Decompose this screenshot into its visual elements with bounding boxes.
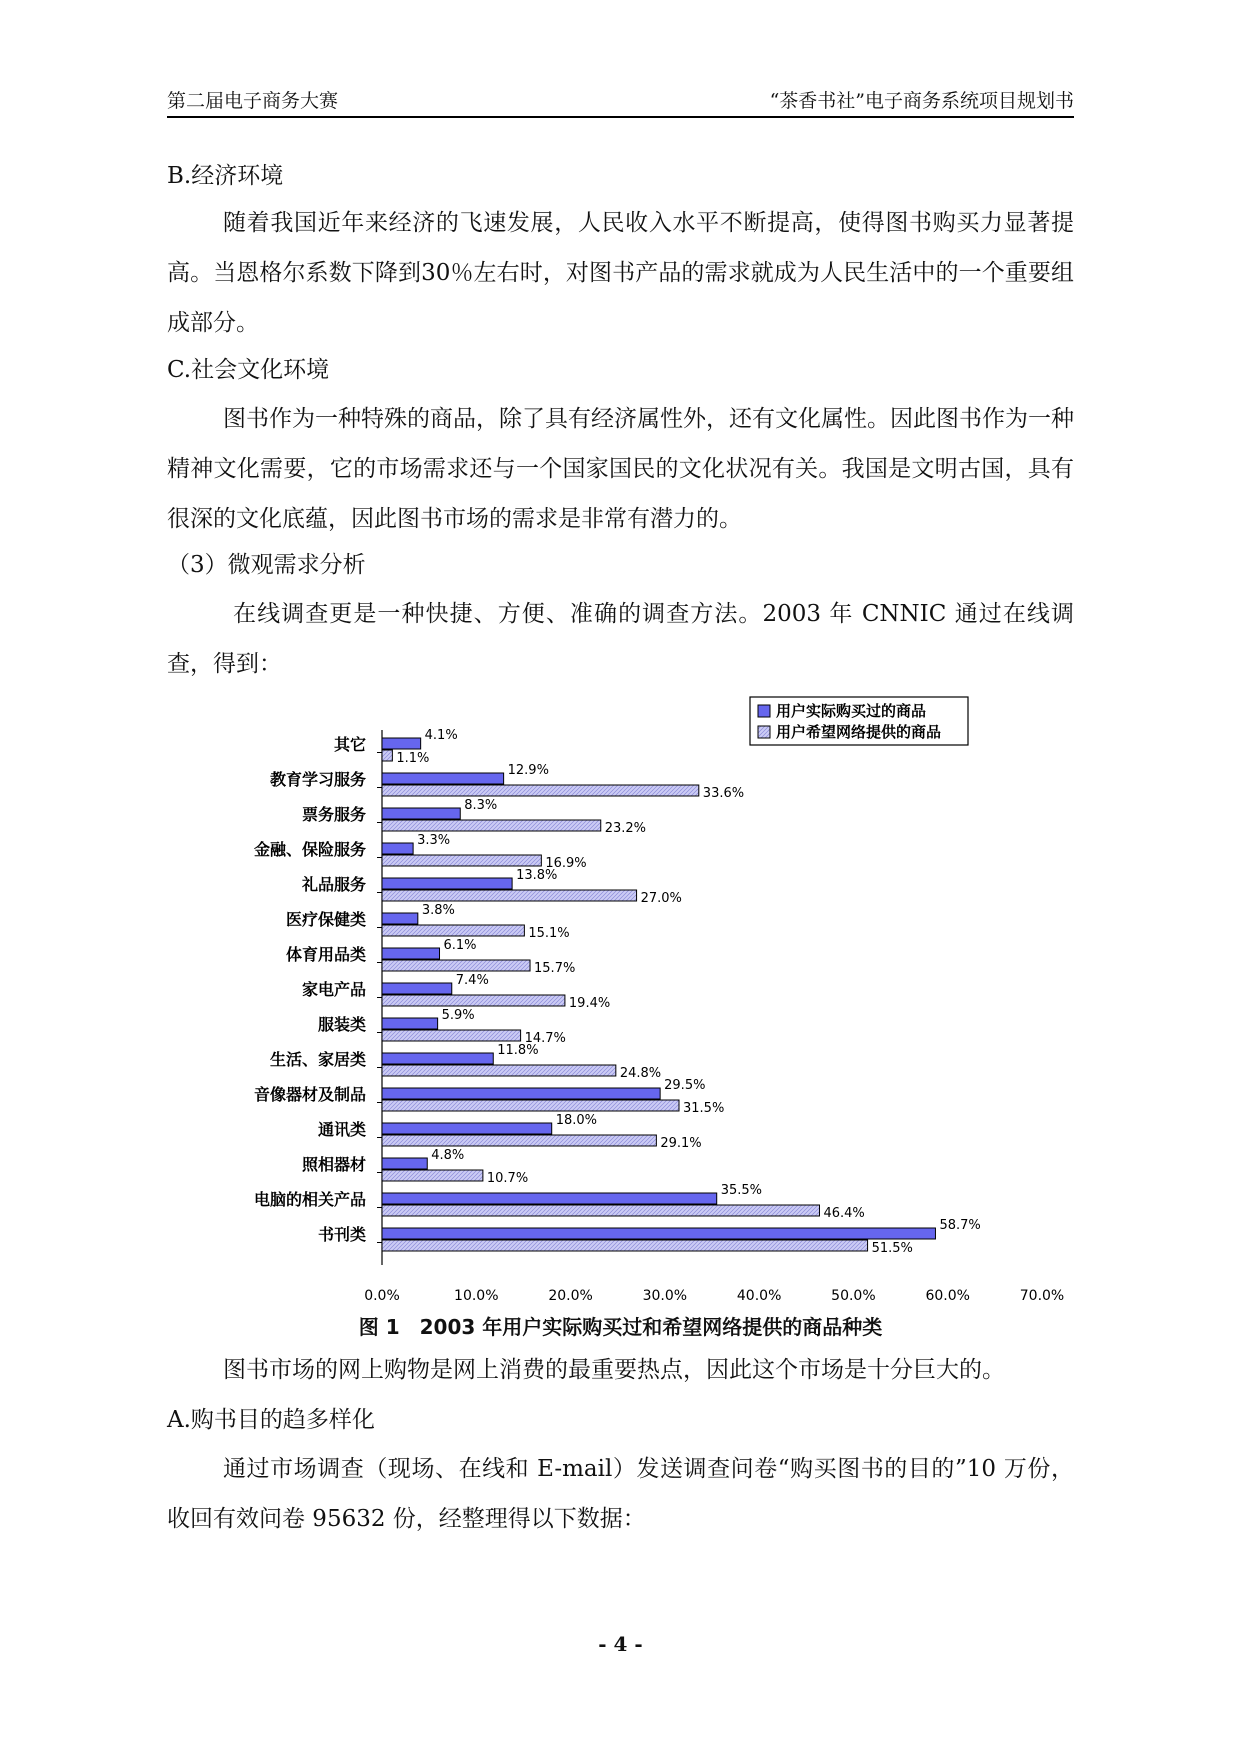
bar-desired — [382, 925, 524, 936]
category-label: 通讯类 — [317, 1120, 366, 1139]
survey-paragraph: 在线调查更是一种快捷、方便、准确的调查方法。2003 年 CNNIC 通过在线调查，得到： — [167, 601, 1074, 677]
data-label: 24.8% — [619, 1066, 662, 1081]
page-header — [167, 86, 1074, 118]
category-label: 服装类 — [317, 1015, 366, 1034]
data-label: 16.9% — [545, 856, 587, 871]
bar-purchased — [382, 1088, 660, 1099]
data-label: 46.4% — [823, 1206, 865, 1221]
page-number: - 4 - — [598, 1632, 643, 1656]
bar-desired — [382, 1065, 616, 1076]
data-label: 35.5% — [720, 1183, 763, 1198]
x-tick-label: 70.0% — [1019, 1288, 1065, 1304]
data-label: 1.1% — [396, 751, 430, 766]
bar-purchased — [382, 1018, 438, 1029]
bar-desired — [382, 1100, 679, 1111]
data-label: 13.8% — [516, 868, 558, 883]
figure-caption: 图 1 2003 年用户实际购买过和希望网络提供的商品种类 — [358, 1315, 883, 1339]
bar-purchased — [382, 1123, 552, 1134]
data-label: 29.1% — [660, 1136, 702, 1151]
bar-purchased — [382, 913, 418, 924]
micro-demand-heading: （3）微观需求分析 — [167, 552, 366, 578]
data-label: 12.9% — [507, 763, 549, 778]
bar-purchased — [382, 1193, 717, 1204]
x-tick-label: 10.0% — [454, 1288, 499, 1304]
bar-purchased — [382, 773, 504, 784]
data-label: 14.7% — [524, 1031, 566, 1046]
data-label: 4.1% — [424, 728, 458, 743]
category-label: 体育用品类 — [285, 945, 366, 964]
data-label: 6.1% — [443, 938, 477, 953]
product-category-bar-chart — [220, 695, 1080, 1304]
x-tick-label: 50.0% — [831, 1288, 876, 1304]
economic-paragraph: 随着我国近年来经济的飞速发展，人民收入水平不断提高，使得图书购买力显著提高。当恩格尔系数下降到30％左右时，对图书产品的需求就成为人民生活中的一个重要组成部分。 — [167, 210, 1074, 336]
data-label: 29.5% — [664, 1078, 706, 1093]
data-label: 8.3% — [464, 798, 498, 813]
category-label: 金融、保险服务 — [253, 840, 366, 859]
purpose-heading: A.购书目的趋多样化 — [167, 1407, 375, 1433]
data-label: 10.7% — [486, 1171, 529, 1186]
data-label: 3.3% — [417, 833, 451, 848]
data-label: 3.8% — [421, 903, 455, 918]
header-right-title: “茶香书社”电子商务系统项目规划书 — [769, 90, 1074, 112]
data-label: 4.8% — [431, 1148, 465, 1163]
category-label: 礼品服务 — [301, 875, 366, 894]
data-label: 58.7% — [939, 1218, 981, 1233]
bar-purchased — [382, 843, 413, 854]
data-label: 27.0% — [640, 891, 682, 906]
x-tick-label: 0.0% — [364, 1288, 400, 1304]
x-tick-label: 30.0% — [642, 1288, 688, 1304]
data-label: 19.4% — [568, 996, 611, 1011]
category-label: 照相器材 — [301, 1155, 366, 1174]
category-label: 电脑的相关产品 — [253, 1190, 366, 1209]
bar-purchased — [382, 1158, 427, 1169]
bar-desired — [382, 1135, 656, 1146]
category-label: 家电产品 — [301, 980, 366, 999]
data-label: 15.7% — [534, 961, 576, 976]
category-label: 其它 — [333, 735, 366, 754]
category-label: 票务服务 — [301, 805, 366, 824]
economic-heading: B.经济环境 — [167, 163, 284, 189]
data-label: 15.1% — [528, 926, 570, 941]
data-label: 31.5% — [683, 1101, 725, 1116]
bar-desired — [382, 855, 541, 866]
legend-label: 用户希望网络提供的商品 — [776, 723, 942, 741]
purpose-paragraph: 通过市场调查（现场、在线和 E-mail）发送调查问卷“购买图书的目的”10 万份，收回有效问卷 95632 份，经整理得以下数据： — [167, 1456, 1074, 1532]
category-label: 生活、家居类 — [269, 1050, 366, 1069]
bar-desired — [382, 1205, 819, 1216]
bar-purchased — [382, 878, 512, 889]
culture-heading: C.社会文化环境 — [167, 357, 330, 383]
data-label: 23.2% — [604, 821, 647, 836]
bar-desired — [382, 1240, 868, 1251]
bar-desired — [382, 960, 530, 971]
bar-desired — [382, 890, 637, 901]
bar-desired — [382, 1030, 521, 1041]
bar-desired — [382, 750, 392, 761]
bar-purchased — [382, 738, 421, 749]
bar-purchased — [382, 948, 440, 959]
legend-swatch — [758, 705, 770, 717]
x-tick-label: 20.0% — [548, 1288, 593, 1304]
x-tick-label: 60.0% — [925, 1288, 970, 1304]
legend-label: 用户实际购买过的商品 — [776, 702, 927, 720]
bar-desired — [382, 995, 565, 1006]
bar-purchased — [382, 983, 452, 994]
header-left-title: 第二届电子商务大赛 — [167, 90, 339, 112]
data-label: 7.4% — [455, 973, 489, 988]
data-label: 11.8% — [497, 1043, 539, 1058]
category-label: 教育学习服务 — [269, 770, 366, 789]
x-tick-label: 40.0% — [736, 1288, 782, 1304]
bar-purchased — [382, 1228, 935, 1239]
bar-desired — [382, 1170, 483, 1181]
culture-paragraph: 图书作为一种特殊的商品，除了具有经济属性外，还有文化属性。因此图书作为一种精神文化需要，它的市场需求还与一个国家国民的文化状况有关。我国是文明古国，具有很深的文化底蕴，因此图书市场的需求是非常有潜力的。 — [167, 406, 1074, 532]
legend-swatch — [758, 726, 770, 738]
after-chart-paragraph: 图书市场的网上购物是网上消费的最重要热点，因此这个市场是十分巨大的。 — [223, 1357, 1005, 1383]
category-label: 医疗保健类 — [285, 910, 366, 929]
bar-desired — [382, 820, 601, 831]
bar-purchased — [382, 808, 460, 819]
data-label: 33.6% — [702, 786, 745, 801]
bar-purchased — [382, 1053, 493, 1064]
category-label: 书刊类 — [317, 1225, 366, 1244]
category-label: 音像器材及制品 — [253, 1085, 366, 1104]
bar-desired — [382, 785, 699, 796]
data-label: 51.5% — [871, 1241, 913, 1256]
data-label: 18.0% — [555, 1113, 598, 1128]
data-label: 5.9% — [441, 1008, 475, 1023]
